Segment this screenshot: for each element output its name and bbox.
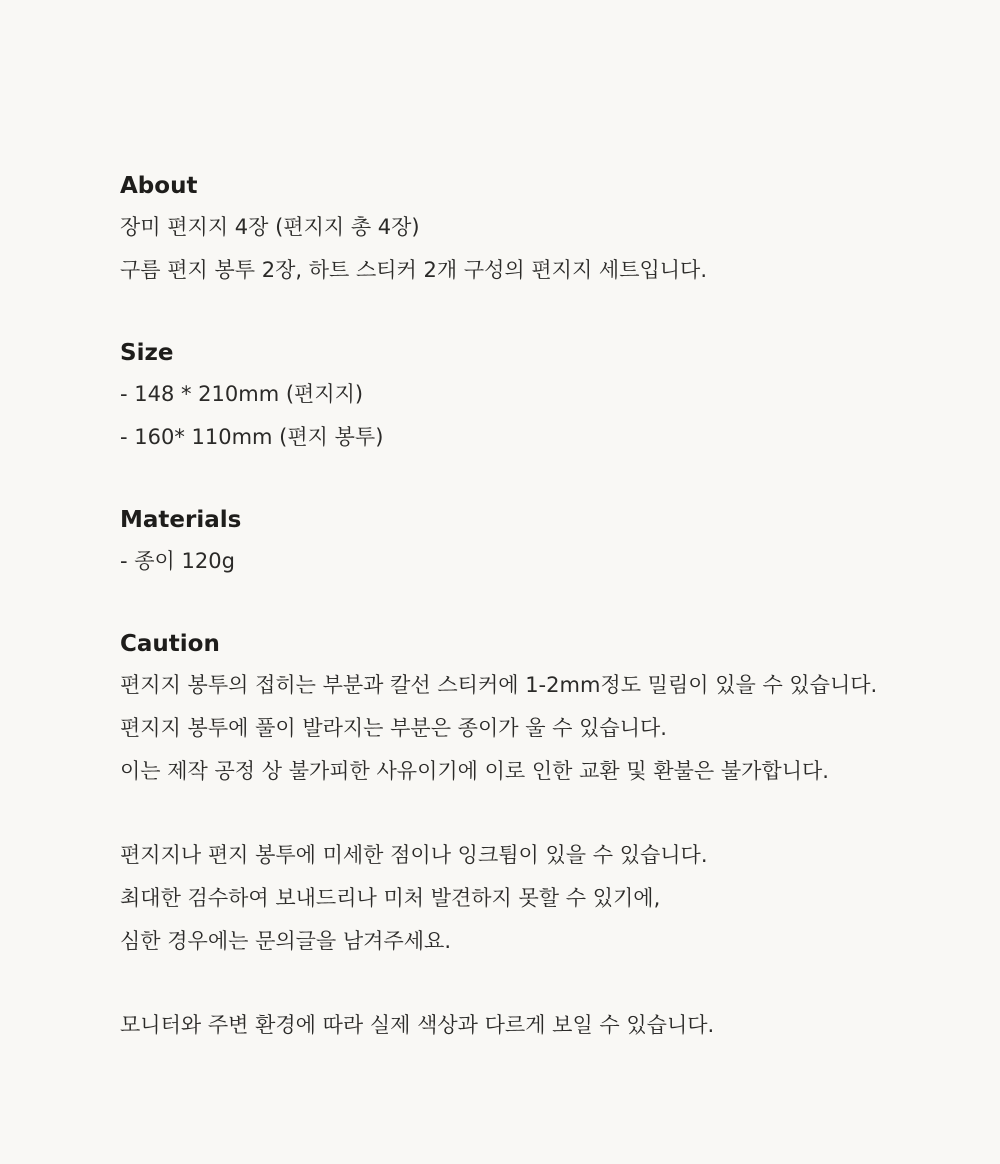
about-heading: About xyxy=(120,173,198,199)
size-heading: Size xyxy=(120,340,174,366)
spacer xyxy=(120,963,980,1004)
size-line: - 148 * 210mm (편지지) xyxy=(120,382,364,406)
spacer xyxy=(120,459,980,500)
caution-line: 편지지 봉투의 접히는 부분과 칼선 스티커에 1-2mm정도 밀림이 있을 수 있습니다. xyxy=(120,673,878,697)
caution-line: 모니터와 주변 환경에 따라 실제 색상과 다르게 보일 수 있습니다. xyxy=(120,1013,715,1037)
caution-line: 이는 제작 공정 상 불가피한 사유이기에 이로 인한 교환 및 환불은 불가합니다. xyxy=(120,759,829,783)
caution-section xyxy=(120,624,980,1047)
caution-line: 최대한 검수하여 보내드리나 미처 발견하지 못할 수 있기에, xyxy=(120,886,661,910)
materials-line: - 종이 120g xyxy=(120,549,235,573)
about-line: 구름 편지 봉투 2장, 하트 스티커 2개 구성의 편지지 세트입니다. xyxy=(120,258,708,282)
caution-line: 편지지나 편지 봉투에 미세한 점이나 잉크튐이 있을 수 있습니다. xyxy=(120,843,708,867)
caution-heading: Caution xyxy=(120,631,220,657)
product-info xyxy=(120,166,980,1047)
caution-line: 편지지 봉투에 풀이 발라지는 부분은 종이가 울 수 있습니다. xyxy=(120,716,667,740)
spacer xyxy=(120,583,980,624)
about-section xyxy=(120,166,980,292)
spacer xyxy=(120,292,980,333)
caution-line: 심한 경우에는 문의글을 남겨주세요. xyxy=(120,929,451,953)
materials-section xyxy=(120,500,980,583)
about-line: 장미 편지지 4장 (편지지 총 4장) xyxy=(120,215,420,239)
materials-heading: Materials xyxy=(120,507,242,533)
spacer xyxy=(120,793,980,834)
size-line: - 160* 110mm (편지 봉투) xyxy=(120,425,384,449)
size-section xyxy=(120,333,980,459)
